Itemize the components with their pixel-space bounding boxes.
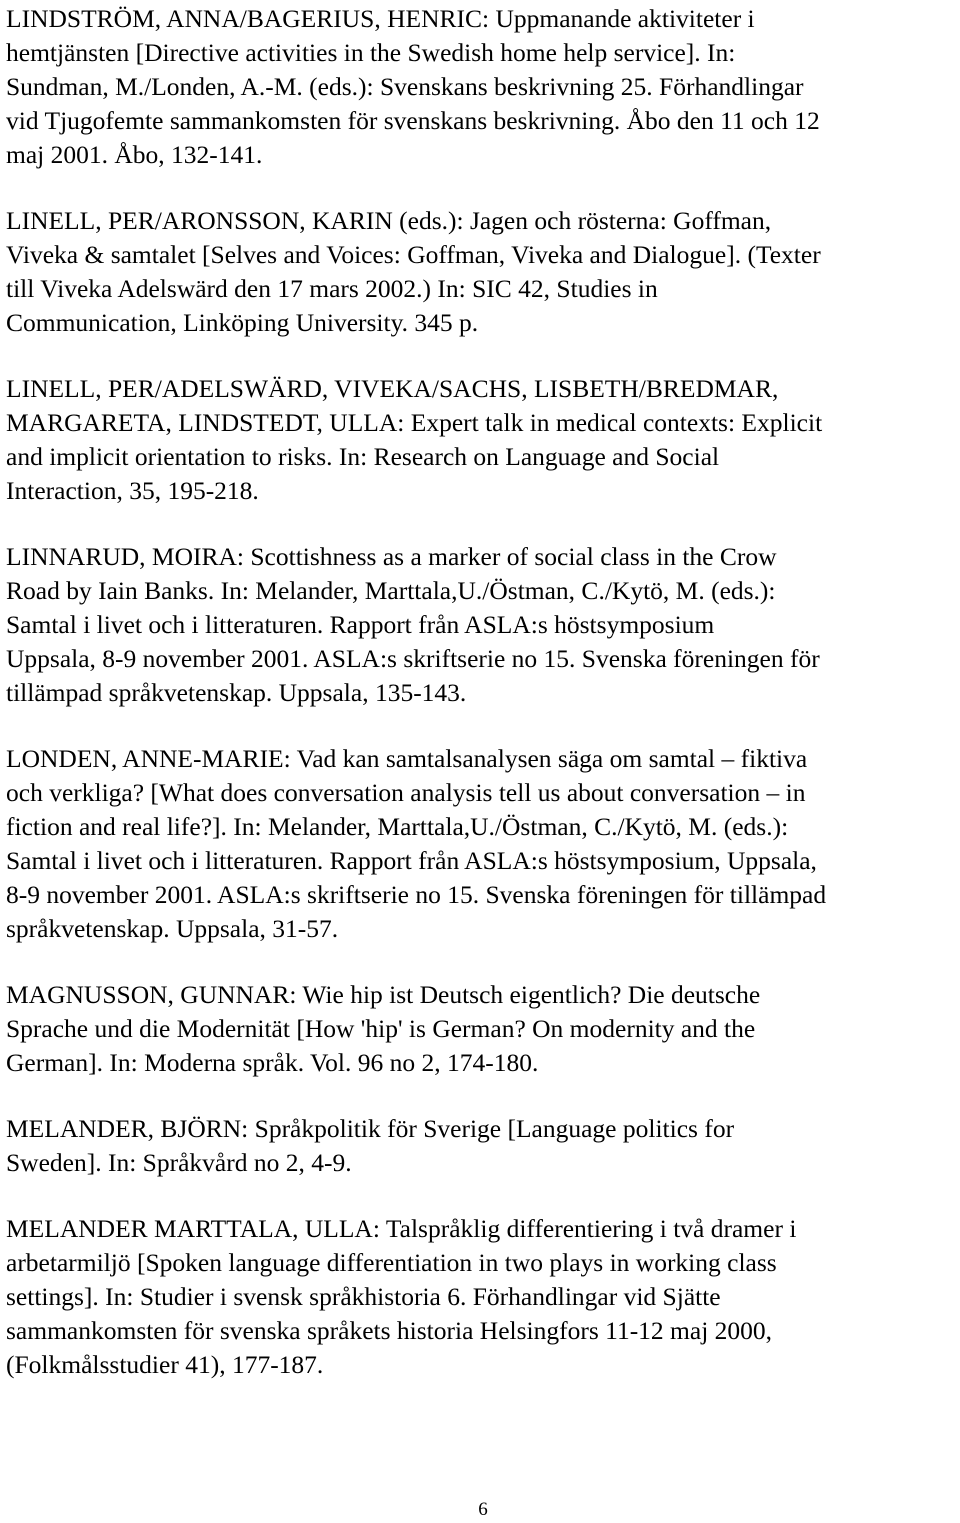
bibliography-entry (6, 742, 960, 946)
entry-line: Sweden]. In: Språkvård no 2, 4-9. (6, 1148, 352, 1177)
entry-line: hemtjänsten [Directive activities in the Swedish home help service]. In: (6, 38, 736, 67)
entry-line: fiction and real life?]. In: Melander, Marttala,U./Östman, C./Kytö, M. (eds.): (6, 812, 789, 841)
entry-line: MELANDER MARTTALA, ULLA: Talspråklig differentiering i två dramer i (6, 1214, 797, 1243)
entry-line: LINNARUD, MOIRA: Scottishness as a marker of social class in the Crow (6, 542, 777, 571)
entry-line: Sundman, M./Londen, A.-M. (eds.): Svenskans beskrivning 25. Förhandlingar (6, 72, 804, 101)
entry-line: tillämpad språkvetenskap. Uppsala, 135-143. (6, 678, 467, 707)
bibliography-entry (6, 540, 960, 710)
entry-line: Samtal i livet och i litteraturen. Rapport från ASLA:s höstsymposium (6, 610, 715, 639)
entry-line: MAGNUSSON, GUNNAR: Wie hip ist Deutsch eigentlich? Die deutsche (6, 980, 761, 1009)
entry-line: LINDSTRÖM, ANNA/BAGERIUS, HENRIC: Uppmanande aktiviteter i (6, 4, 755, 33)
entry-line: LONDEN, ANNE-MARIE: Vad kan samtalsanalysen säga om samtal – fiktiva (6, 744, 808, 773)
document-page (6, 0, 960, 1523)
entry-line: språkvetenskap. Uppsala, 31-57. (6, 914, 339, 943)
entry-line: Sprache und die Modernität [How 'hip' is German? On modernity and the (6, 1014, 756, 1043)
bibliography-entry (6, 2, 960, 172)
entry-line: Uppsala, 8-9 november 2001. ASLA:s skriftserie no 15. Svenska föreningen för (6, 644, 820, 673)
entry-line: Viveka & samtalet [Selves and Voices: Goffman, Viveka and Dialogue]. (Texter (6, 240, 821, 269)
entry-line: 8-9 november 2001. ASLA:s skriftserie no 15. Svenska föreningen för tillämpad (6, 880, 827, 909)
entry-line: Interaction, 35, 195-218. (6, 476, 259, 505)
entry-line: LINELL, PER/ARONSSON, KARIN (eds.): Jagen och rösterna: Goffman, (6, 206, 772, 235)
entry-line: till Viveka Adelswärd den 17 mars 2002.) In: SIC 42, Studies in (6, 274, 658, 303)
entry-line: maj 2001. Åbo, 132-141. (6, 140, 263, 169)
entry-line: (Folkmålsstudier 41), 177-187. (6, 1350, 324, 1379)
bibliography-entry (6, 1112, 960, 1180)
entry-line: German]. In: Moderna språk. Vol. 96 no 2, 174-180. (6, 1048, 539, 1077)
entry-line: arbetarmiljö [Spoken language differentiation in two plays in working class (6, 1248, 777, 1277)
entry-line: LINELL, PER/ADELSWÄRD, VIVEKA/SACHS, LISBETH/BREDMAR, (6, 374, 779, 403)
entry-line: Communication, Linköping University. 345 p. (6, 308, 479, 337)
bibliography-entry (6, 1212, 960, 1382)
entry-line: vid Tjugofemte sammankomsten för svenskans beskrivning. Åbo den 11 och 12 (6, 106, 820, 135)
entry-line: sammankomsten för svenska språkets historia Helsingfors 11-12 maj 2000, (6, 1316, 773, 1345)
bibliography-entry (6, 372, 960, 508)
entry-line: Road by Iain Banks. In: Melander, Marttala,U./Östman, C./Kytö, M. (eds.): (6, 576, 776, 605)
entry-line: MARGARETA, LINDSTEDT, ULLA: Expert talk in medical contexts: Explicit (6, 408, 823, 437)
page-number: 6 (478, 1499, 488, 1520)
bibliography-entry (6, 978, 960, 1080)
entry-line: settings]. In: Studier i svensk språkhistoria 6. Förhandlingar vid Sjätte (6, 1282, 721, 1311)
entry-line: MELANDER, BJÖRN: Språkpolitik för Sverige [Language politics for (6, 1114, 735, 1143)
entry-line: och verkliga? [What does conversation analysis tell us about conversation – in (6, 778, 806, 807)
bibliography-list (6, 2, 960, 1414)
bibliography-entry (6, 204, 960, 340)
entry-line: Samtal i livet och i litteraturen. Rapport från ASLA:s höstsymposium, Uppsala, (6, 846, 817, 875)
entry-line: and implicit orientation to risks. In: Research on Language and Social (6, 442, 720, 471)
